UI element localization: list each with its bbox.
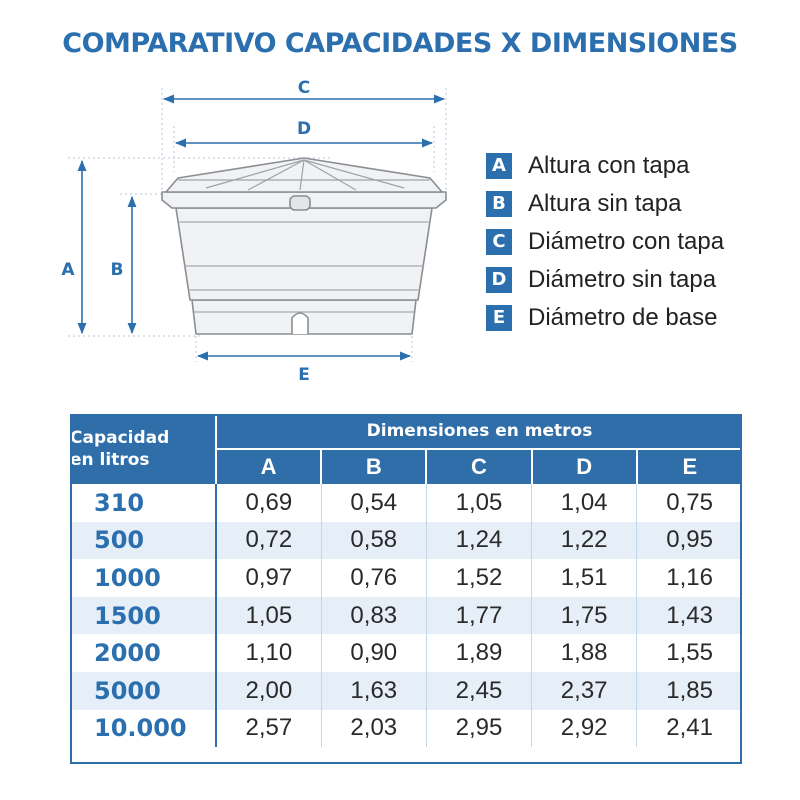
dimension-b-cell: 0,54 <box>321 484 426 522</box>
dimension-d-cell: 1,88 <box>532 634 637 672</box>
dimension-e-cell: 0,75 <box>666 488 713 516</box>
capacity-cell: 10.000 <box>70 710 216 748</box>
legend-label: Diámetro con tapa <box>528 228 725 255</box>
dimension-b-cell: 0,90 <box>321 634 426 672</box>
legend-label: Diámetro de base <box>528 304 718 331</box>
dimension-c-cell: 1,89 <box>426 634 531 672</box>
table-row <box>70 522 742 560</box>
dimensions-header: Dimensiones en metros <box>216 414 742 449</box>
dimension-c-cell: 2,45 <box>426 672 531 710</box>
dimension-c-cell: 1,52 <box>426 559 531 597</box>
capacity-header-line2: en litros <box>70 450 150 470</box>
dimension-b-cell: 0,76 <box>321 559 426 597</box>
tank-diagram <box>0 0 480 400</box>
dimension-a-cell: 1,05 <box>216 597 321 635</box>
legend-badge: B <box>486 191 512 217</box>
capacity-cell: 500 <box>70 522 216 560</box>
dimension-a-cell: 0,72 <box>216 522 321 560</box>
dimension-b-cell: 2,03 <box>321 710 426 748</box>
dimension-c-cell: 1,24 <box>426 522 531 560</box>
column-header-c: C <box>426 449 531 484</box>
water-tank <box>162 158 446 334</box>
legend-label: Altura con tapa <box>528 152 690 179</box>
dimension-d-cell: 1,22 <box>532 522 637 560</box>
legend-label: Diámetro sin tapa <box>528 266 717 293</box>
table-row <box>70 597 742 635</box>
legend-badge: D <box>486 267 512 293</box>
legend-badge: A <box>486 153 512 179</box>
dimension-c-cell: 1,05 <box>426 484 531 522</box>
capacity-cell: 2000 <box>70 634 216 672</box>
dimension-e-cell: 1,16 <box>666 563 713 591</box>
dimension-a-cell: 2,00 <box>216 672 321 710</box>
dimension-b-cell: 0,83 <box>321 597 426 635</box>
dimension-d-label: D <box>296 119 312 139</box>
dimension-c-label: C <box>297 78 311 98</box>
page-title: COMPARATIVO CAPACIDADES X DIMENSIONES <box>62 28 738 59</box>
capacity-cell: 1000 <box>70 559 216 597</box>
table-row <box>70 559 742 597</box>
dimension-d-cell: 1,51 <box>532 559 637 597</box>
dimension-a-cell: 0,69 <box>216 484 321 522</box>
dimension-e-cell: 1,55 <box>666 639 713 667</box>
dimension-a-cell: 0,97 <box>216 559 321 597</box>
table-body <box>70 484 742 747</box>
capacity-cell: 1500 <box>70 597 216 635</box>
table-row <box>70 710 742 748</box>
capacity-header <box>70 414 216 484</box>
capacity-cell: 5000 <box>70 672 216 710</box>
dimension-d-cell: 2,37 <box>532 672 637 710</box>
column-header-d: D <box>532 449 637 484</box>
dimension-e-cell: 0,95 <box>637 522 742 560</box>
legend-badge: E <box>486 305 512 331</box>
dimension-a-cell: 2,57 <box>216 710 321 748</box>
dimension-c-cell: 1,77 <box>426 597 531 635</box>
dimension-a-cell: 1,10 <box>216 634 321 672</box>
column-header-b: B <box>321 449 426 484</box>
dimension-d-cell: 2,92 <box>532 710 637 748</box>
dimension-e-cell: 1,85 <box>637 672 742 710</box>
dimension-b-cell: 0,58 <box>321 522 426 560</box>
dimension-b-label: B <box>110 260 124 280</box>
dimension-d-cell: 1,04 <box>532 484 637 522</box>
dimension-b-cell: 1,63 <box>321 672 426 710</box>
dimension-e-cell: 1,43 <box>637 597 742 635</box>
table-row <box>70 484 742 522</box>
dimension-c-cell: 2,95 <box>426 710 531 748</box>
dimension-d-cell: 1,75 <box>532 597 637 635</box>
table-row <box>70 634 742 672</box>
capacity-cell: 310 <box>70 484 216 522</box>
dimension-e-label: E <box>298 365 310 385</box>
dimension-a-label: A <box>61 260 75 280</box>
column-header-a: A <box>216 449 321 484</box>
dimensions-table <box>70 414 742 747</box>
table-row <box>70 672 742 710</box>
capacity-header-line1: Capacidad <box>70 428 170 448</box>
column-header-e: E <box>637 449 742 484</box>
legend-label: Altura sin tapa <box>528 190 682 217</box>
dimension-e-cell: 2,41 <box>666 714 713 742</box>
legend-badge: C <box>486 229 512 255</box>
